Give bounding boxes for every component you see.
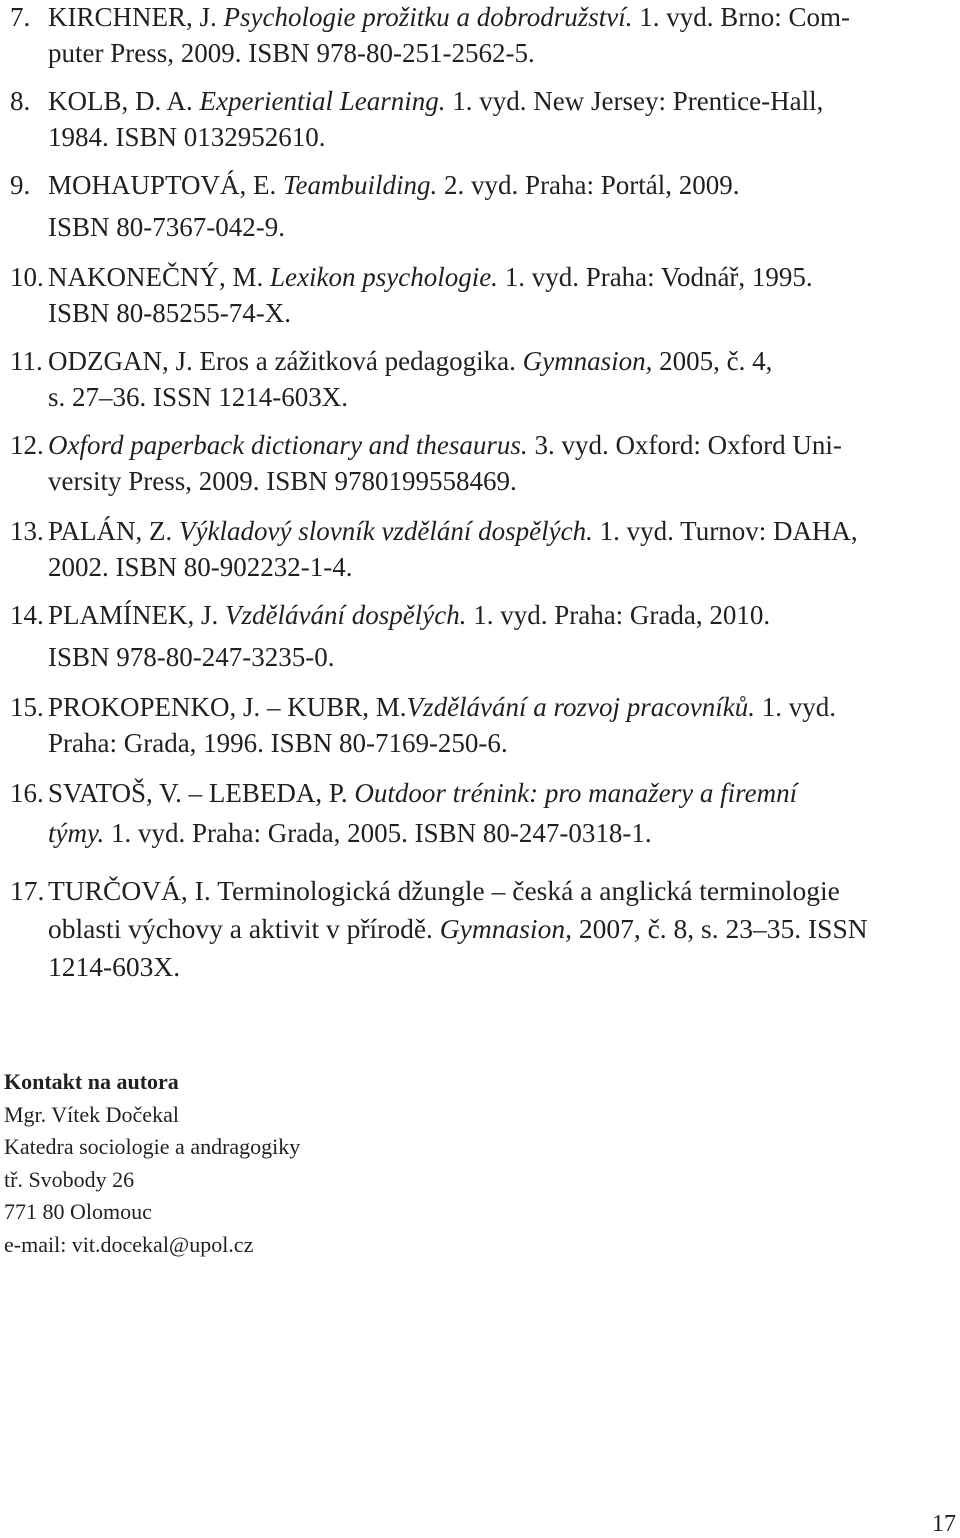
reference-number: 17.	[10, 875, 45, 906]
reference-details: 1. vyd. Praha: Grada, 2010.	[466, 600, 771, 630]
reference-author: PALÁN, Z.	[48, 516, 173, 546]
reference-title: Lexikon psychologie.	[270, 262, 498, 292]
reference-details: 1. vyd.	[755, 692, 836, 722]
reference-details: 1984. ISBN 0132952610.	[48, 121, 326, 152]
reference-author: TURČOVÁ, I.	[48, 875, 211, 906]
reference-title: Eros a zážitková pedagogika.	[192, 346, 523, 376]
contact-department: Katedra sociologie a andragogiky	[4, 1134, 301, 1160]
reference-title: Outdoor trénink: pro manažery a firemní	[354, 778, 798, 808]
reference-title: Vzdělávání a rozvoj pracovníků.	[406, 692, 755, 722]
reference-author: KOLB, D. A.	[48, 86, 193, 116]
reference-title: Psychologie prožitku a dobrodružství.	[223, 2, 633, 32]
reference-details: 2005, č. 4,	[652, 346, 773, 376]
reference-number: 7.	[10, 2, 31, 32]
reference-details: versity Press, 2009. ISBN 9780199558469.	[48, 465, 517, 496]
reference-details: 1. vyd. Brno: Com-	[632, 2, 850, 32]
reference-item	[10, 690, 956, 761]
reference-details: 2002. ISBN 80-902232-1-4.	[48, 551, 353, 582]
reference-number: 8.	[10, 86, 31, 116]
contact-email: e-mail: vit.docekal@upol.cz	[4, 1231, 254, 1257]
reference-details: 1214-603X.	[48, 951, 181, 982]
reference-number: 10.	[10, 262, 44, 292]
reference-details: 1. vyd. Turnov: DAHA,	[592, 516, 858, 546]
page-number: 17	[932, 1511, 956, 1537]
reference-author: PROKOPENKO, J. – KUBR, M.	[48, 692, 407, 722]
reference-item	[10, 84, 956, 155]
reference-item	[10, 260, 956, 331]
reference-details: puter Press, 2009. ISBN 978-80-251-2562-5.	[48, 37, 535, 68]
reference-number: 15.	[10, 692, 44, 722]
reference-number: 13.	[10, 516, 44, 546]
reference-details: 2. vyd. Praha: Portál, 2009.	[437, 170, 740, 200]
reference-number: 16.	[10, 778, 44, 808]
reference-number: 9.	[10, 170, 31, 200]
reference-author: KIRCHNER, J.	[48, 2, 217, 32]
reference-item	[10, 514, 956, 585]
reference-title: Teambuilding.	[283, 170, 438, 200]
reference-title: Vzdělávání dospělých.	[225, 600, 467, 630]
reference-author: ODZGAN, J.	[48, 346, 193, 376]
reference-details: 2007, č. 8, s. 23–35. ISSN	[571, 913, 868, 944]
reference-number: 14.	[10, 600, 44, 630]
reference-details: 1. vyd. Praha: Vodnář, 1995.	[497, 262, 813, 292]
reference-title: Experiential Learning.	[199, 86, 446, 116]
reference-title: oblasti výchovy a aktivit v přírodě.	[48, 913, 440, 944]
reference-item	[10, 0, 956, 71]
reference-details: ISBN 80-7367-042-9.	[48, 211, 285, 242]
reference-item	[10, 872, 956, 986]
reference-item	[10, 776, 956, 851]
reference-item	[10, 428, 956, 499]
reference-item	[10, 168, 956, 245]
contact-name: Mgr. Vítek Dočekal	[4, 1101, 179, 1127]
reference-title: Výkladový slovník vzdělání dospělých.	[179, 516, 593, 546]
reference-details: Praha: Grada, 1996. ISBN 80-7169-250-6.	[48, 727, 508, 758]
reference-number: 12.	[10, 430, 44, 460]
reference-title: týmy.	[48, 817, 105, 848]
reference-details: ISBN 978-80-247-3235-0.	[48, 641, 335, 672]
contact-city: 771 80 Olomouc	[4, 1199, 152, 1225]
reference-details: 3. vyd. Oxford: Oxford Uni-	[527, 430, 842, 460]
reference-author: NAKONEČNÝ, M.	[48, 262, 264, 292]
reference-author: PLAMÍNEK, J.	[48, 600, 219, 630]
contact-street: tř. Svobody 26	[4, 1166, 135, 1192]
reference-details: ISBN 80-85255-74-X.	[48, 297, 291, 328]
reference-author: MOHAUPTOVÁ, E.	[48, 170, 277, 200]
reference-item	[10, 598, 956, 675]
author-contact	[4, 1066, 604, 1262]
reference-journal: Gymnasion,	[439, 913, 572, 944]
reference-item	[10, 344, 956, 415]
reference-details: s. 27–36. ISSN 1214-603X.	[48, 381, 349, 412]
reference-title: Oxford paperback dictionary and thesaurus.	[48, 430, 528, 460]
contact-heading: Kontakt na autora	[4, 1069, 179, 1094]
reference-author: SVATOŠ, V. – LEBEDA, P.	[48, 778, 348, 808]
reference-details: 1. vyd. New Jersey: Prentice-Hall,	[445, 86, 824, 116]
reference-number: 11.	[10, 346, 43, 376]
reference-details: 1. vyd. Praha: Grada, 2005. ISBN 80-247-0318-1.	[104, 817, 652, 848]
reference-title: Terminologická džungle – česká a anglická terminologie	[210, 875, 840, 906]
reference-journal: Gymnasion,	[522, 346, 653, 376]
